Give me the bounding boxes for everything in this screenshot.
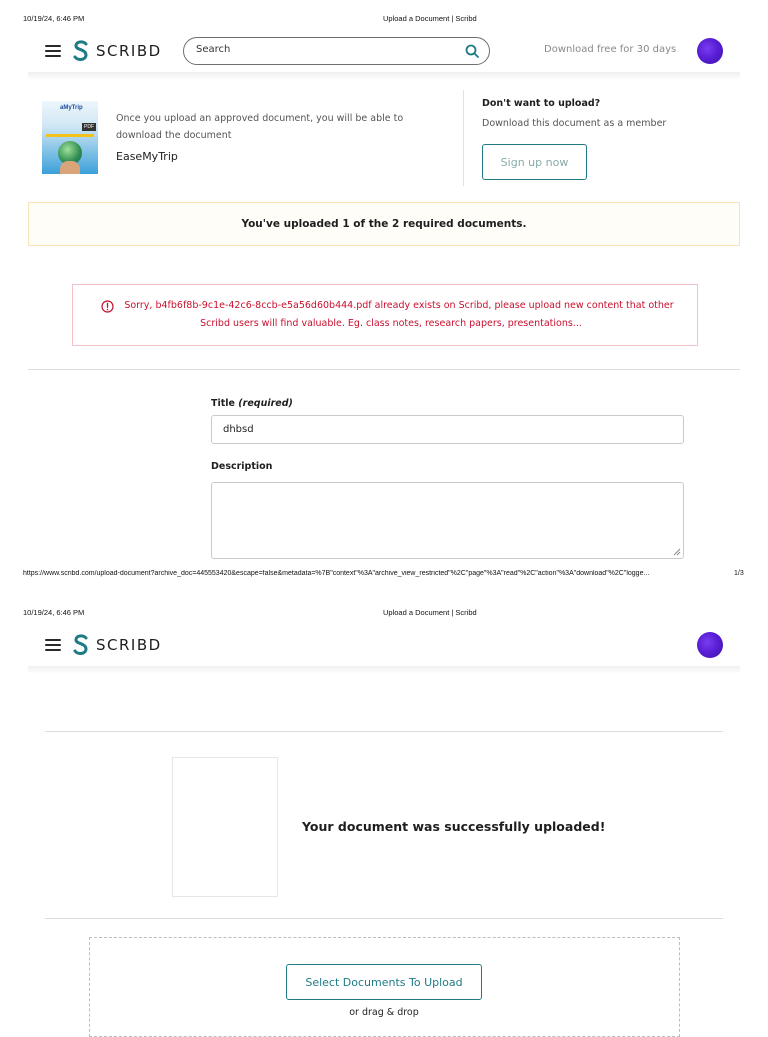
navbar-divider-page2 xyxy=(28,666,740,674)
uploaded-document-thumbnail xyxy=(172,757,278,897)
pdf-badge: PDF xyxy=(84,124,94,130)
sign-up-button[interactable]: Sign up now xyxy=(482,144,587,180)
avatar[interactable] xyxy=(697,38,723,64)
print-footer-url: https://www.scribd.com/upload-document?archive_doc=445553420&escape=false&metadata=%7B"context"%3A"archive_view_restricted"%2C"page"%3A"read"%2C"action"%3A"download"%2C"logge... xyxy=(23,570,650,577)
print-page-title: Upload a Document | Scribd xyxy=(383,14,477,23)
search-input[interactable] xyxy=(196,44,446,55)
search-bar xyxy=(183,37,490,65)
error-message: Sorry, b4fb6f8b-9c1e-42c6-8ccb-e5a56d60b444.pdf already exists on Scribd, please upload new content that other Scribd users will find valuable. Eg. class notes, research papers, presentations... xyxy=(124,300,674,329)
error-box xyxy=(72,284,698,346)
print-date: 10/19/24, 6:46 PM xyxy=(23,14,85,23)
upload-info-message: Once you upload an approved document, you will be able to download the document xyxy=(116,113,404,141)
menu-icon[interactable] xyxy=(45,45,61,57)
document-thumbnail xyxy=(42,101,98,174)
resize-handle-icon[interactable] xyxy=(673,548,681,556)
vertical-divider xyxy=(463,90,464,186)
search-icon[interactable] xyxy=(465,44,479,58)
section-divider xyxy=(28,369,740,370)
success-message: Your document was successfully uploaded! xyxy=(302,819,606,834)
drag-drop-text: or drag & drop xyxy=(349,1007,419,1018)
description-field[interactable] xyxy=(211,482,684,559)
print-page-title-page2: Upload a Document | Scribd xyxy=(383,608,477,617)
description-label: Description xyxy=(211,461,273,472)
hands-icon xyxy=(60,161,80,174)
document-name: EaseMyTrip xyxy=(116,150,178,163)
title-field[interactable] xyxy=(211,415,684,444)
upsell-title: Don't want to upload? xyxy=(482,98,601,109)
title-label xyxy=(211,398,293,409)
title-label-text: Title xyxy=(211,398,235,409)
upsell-subtitle: Download this document as a member xyxy=(482,118,667,129)
print-date-page2: 10/19/24, 6:46 PM xyxy=(23,608,85,617)
title-field-value: dhbsd xyxy=(223,424,254,435)
success-divider-bottom xyxy=(45,918,723,919)
download-free-link[interactable]: Download free for 30 days xyxy=(544,44,677,55)
scribd-logo-text[interactable]: SCRIBD xyxy=(96,42,162,60)
scribd-logo-icon xyxy=(73,40,89,62)
upload-progress-text: You've uploaded 1 of the 2 required documents. xyxy=(241,218,527,230)
upload-progress-notice xyxy=(28,202,740,246)
navbar-divider xyxy=(28,72,740,80)
title-required-text: (required) xyxy=(238,398,293,409)
scribd-logo-text-page2[interactable]: SCRIBD xyxy=(96,636,162,654)
print-page-number: 1/3 xyxy=(734,570,744,577)
thumbnail-stripe xyxy=(46,134,94,137)
menu-icon-page2[interactable] xyxy=(45,639,61,651)
select-documents-button[interactable]: Select Documents To Upload xyxy=(286,964,482,1000)
avatar-page2[interactable] xyxy=(697,632,723,658)
success-divider-top xyxy=(45,731,723,732)
scribd-logo-icon-page2 xyxy=(73,634,89,656)
thumbnail-brand: aMyTrip xyxy=(60,105,83,111)
